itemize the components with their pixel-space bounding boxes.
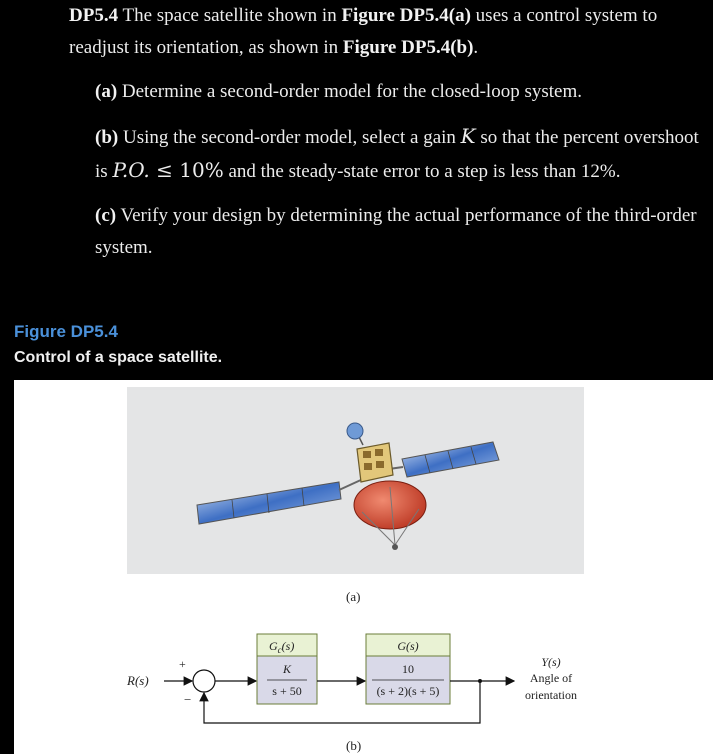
figure-a-reference: Figure DP5.4(a) xyxy=(341,5,471,26)
controller-numerator: K xyxy=(282,662,292,676)
figure-caption: Control of a space satellite. xyxy=(14,349,223,366)
figure-panel xyxy=(14,380,713,754)
block-diagram xyxy=(14,380,713,754)
part-c: (c) Verify your design by determining the actual performance of the third-order system. xyxy=(95,205,697,258)
part-b: (b) Using the second-order model, select a gain K so that the percent overshoot is P.O. ≤ 10% and the steady-state error to a step is less than 12%. xyxy=(95,124,699,182)
part-a: (a) Determine a second-order model for the closed-loop system. xyxy=(95,81,582,102)
problem-id: DP5.4 xyxy=(69,5,119,26)
overshoot-condition: ≤ 10% xyxy=(149,158,224,182)
controller-block xyxy=(257,634,317,704)
summing-junction xyxy=(193,670,215,692)
plus-sign: + xyxy=(179,657,186,671)
plant-title: G(s) xyxy=(397,639,419,653)
plant-block xyxy=(366,634,450,704)
plant-numerator: 10 xyxy=(402,662,414,676)
controller-denominator: s + 50 xyxy=(272,684,302,698)
output-desc-2: orientation xyxy=(525,688,577,702)
gain-symbol: K xyxy=(460,124,476,148)
part-c-label: (c) xyxy=(95,205,117,226)
input-label: R(s) xyxy=(127,673,149,688)
part-b-label: (b) xyxy=(95,127,119,148)
problem-statement xyxy=(69,0,699,264)
minus-sign: − xyxy=(184,692,192,707)
plant-denominator: (s + 2)(s + 5) xyxy=(376,684,440,698)
subfigure-b-label: (b) xyxy=(346,738,362,753)
output-desc-1: Angle of xyxy=(529,671,573,685)
part-a-label: (a) xyxy=(95,81,118,102)
percent-overshoot-symbol: P.O. xyxy=(112,158,150,182)
output-label: Y(s) xyxy=(541,655,561,669)
figure-b-reference: Figure DP5.4(b) xyxy=(342,37,474,58)
figure-title: Figure DP5.4 xyxy=(14,322,118,341)
svg-text:Gc(s): $G_c(s)$ xyxy=(269,639,295,655)
problem-intro: DP5.4 The space satellite shown in Figure DP5.4(a) uses a control system to readjust its orientation, as shown in Figure DP5.4(b). xyxy=(69,5,658,58)
subfigure-a-label: (a) xyxy=(346,589,361,604)
